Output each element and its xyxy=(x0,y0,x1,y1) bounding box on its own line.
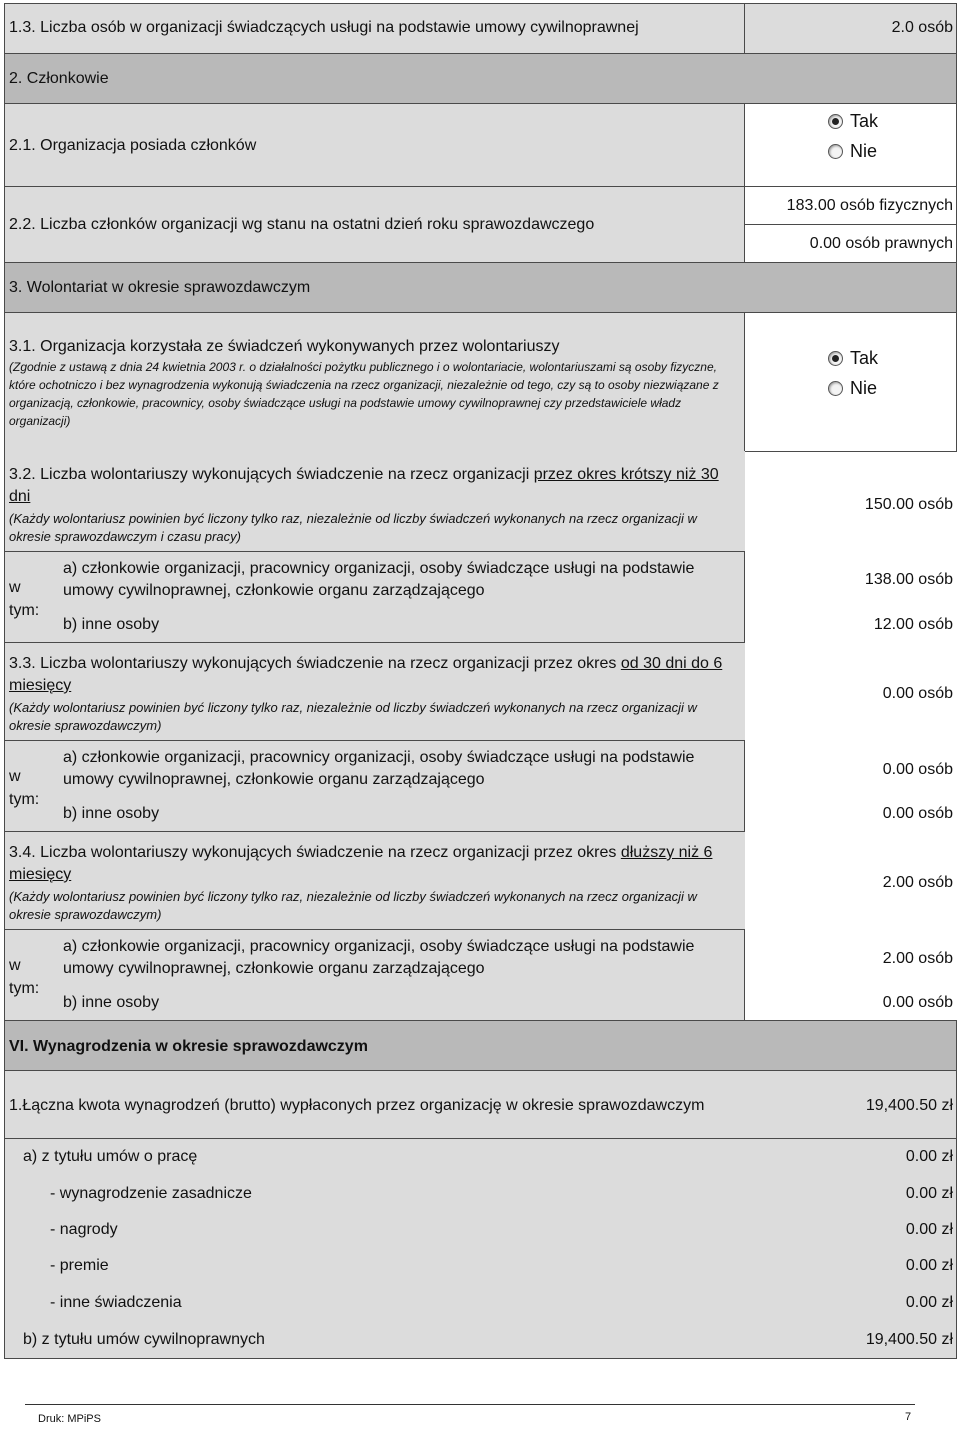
row-3-3-text xyxy=(9,653,741,735)
radio-checked-icon xyxy=(828,114,843,129)
pay-b-label: b) z tytułu umów cywilnoprawnych xyxy=(23,1331,265,1348)
row-3-2-a-label: a) członkowie organizacji, pracownicy organizacji, osoby świadczące usługi na podstawie umowy cywilnoprawnej, członkowie organu zarządzającego xyxy=(63,560,695,599)
row-3-4-value: 2.00 osób xyxy=(882,874,953,891)
footer-divider xyxy=(25,1404,915,1405)
row-1-3-value: 2.0 osób xyxy=(891,19,953,36)
row-6-1-label: 1.Łączna kwota wynagrodzeń (brutto) wypłaconych przez organizację w okresie sprawozdawczym xyxy=(9,1097,705,1114)
radio-members-yes-label: Tak xyxy=(850,111,879,131)
pay-base-label: - wynagrodzenie zasadnicze xyxy=(50,1185,252,1202)
pay-a-value: 0.00 zł xyxy=(905,1148,953,1165)
radio-members-no-label: Nie xyxy=(850,141,878,161)
row-6-1-value: 19,400.50 zł xyxy=(865,1097,953,1114)
footer-print-label: Druk: MPiPS xyxy=(38,1413,101,1425)
row-2-1-label: 2.1. Organizacja posiada członków xyxy=(9,137,257,154)
row-3-2-b-value: 12.00 osób xyxy=(873,616,953,633)
pay-awards-label: - nagrody xyxy=(50,1221,118,1238)
radio-group-volunteers xyxy=(828,343,878,403)
row-3-2-label-pre: 3.2. Liczba wolontariuszy wykonujących świadczenie na rzecz organizacji xyxy=(9,466,530,483)
row-3-4-note: (Każdy wolontariusz powinien być liczony tylko raz, niezależnie od liczby świadczeń wykonanych na rzecz organizacji w okresie sprawozdawczym) xyxy=(9,889,697,922)
row-3-4-wtym: w tym: xyxy=(9,957,40,997)
pay-other-label: - inne świadczenia xyxy=(50,1294,182,1311)
row-3-3-note: (Każdy wolontariusz powinien być liczony tylko raz, niezależnie od liczby świadczeń wykonanych na rzecz organizacji w okresie sprawozdawczym) xyxy=(9,700,697,733)
row-3-2-a-value: 138.00 osób xyxy=(864,571,953,588)
row-3-4-b-label: b) inne osoby xyxy=(63,994,160,1011)
pay-bonus-value: 0.00 zł xyxy=(905,1257,953,1274)
radio-members-no[interactable] xyxy=(828,136,878,166)
radio-members-yes[interactable] xyxy=(828,106,878,136)
row-3-3-label xyxy=(9,653,741,697)
pay-base-value: 0.00 zł xyxy=(905,1185,953,1202)
pay-breakdown xyxy=(4,1138,957,1359)
radio-volunteers-no[interactable] xyxy=(828,373,878,403)
row-3-3-b-label: b) inne osoby xyxy=(63,805,160,822)
row-3-4-text xyxy=(9,842,741,924)
row-3-4-label xyxy=(9,842,741,886)
radio-unchecked-icon xyxy=(828,381,843,396)
radio-unchecked-icon xyxy=(828,144,843,159)
row-3-4-a-value: 2.00 osób xyxy=(882,950,953,967)
row-1-3-label: 1.3. Liczba osób w organizacji świadczących usługi na podstawie umowy cywilnoprawnej xyxy=(9,19,639,36)
row-3-3-value: 0.00 osób xyxy=(882,685,953,702)
row-3-3-a-value: 0.00 osób xyxy=(882,761,953,778)
row-3-3-a-label: a) członkowie organizacji, pracownicy organizacji, osoby świadczące usługi na podstawie umowy cywilnoprawnej, członkowie organu zarządzającego xyxy=(63,749,695,788)
pay-b-value: 19,400.50 zł xyxy=(865,1331,953,1348)
section-2-title: 2. Członkowie xyxy=(9,70,109,87)
pay-other-value: 0.00 zł xyxy=(905,1294,953,1311)
row-3-1-label: 3.1. Organizacja korzystała ze świadczeń wykonywanych przez wolontariuszy xyxy=(9,338,560,355)
section-3-title: 3. Wolontariat w okresie sprawozdawczym xyxy=(9,279,311,296)
row-3-1-text xyxy=(9,336,741,430)
row-3-1-note-b: o działalności pożytku publicznego i o wolontariacie, wolontariuszami są osoby fizyczne, które ochotniczo i bez wynagrodzenia wykonują świadczenia na rzecz organizacji, niezależnie od tego, czy są to osoby niezwiązane z organizacją, członkowie, pracownicy, osoby świadczące usługi na podstawie umowy cywilnoprawnej czy przedstawiciele władz organizacji) xyxy=(9,360,719,428)
footer-page-number: 7 xyxy=(905,1411,912,1423)
section-2-header xyxy=(4,53,957,104)
row-3-2-label-underlined: przez okres krótszy niż 30 dni xyxy=(9,466,719,505)
row-2-2-value2: 0.00 osób prawnych xyxy=(809,235,953,252)
radio-volunteers-yes-label: Tak xyxy=(850,348,879,368)
row-3-4-b-value: 0.00 osób xyxy=(882,994,953,1011)
row-3-2-label xyxy=(9,464,741,508)
row-3-1-note xyxy=(9,358,741,430)
row-3-2-value: 150.00 osób xyxy=(864,496,953,513)
row-3-3-label-pre: 3.3. Liczba wolontariuszy wykonujących świadczenie na rzecz organizacji przez okres xyxy=(9,655,617,672)
row-2-2-value1: 183.00 osób fizycznych xyxy=(786,197,953,214)
row-3-4-label-underlined: dłuższy niż 6 miesięcy xyxy=(9,844,713,883)
row-3-1-note-a: (Zgodnie z ustawą z dnia 24 kwietnia 2003 r. xyxy=(9,360,247,374)
radio-volunteers-no-label: Nie xyxy=(850,378,878,398)
row-3-4-label-pre: 3.4. Liczba wolontariuszy wykonujących świadczenie na rzecz organizacji przez okres xyxy=(9,844,617,861)
radio-checked-icon xyxy=(828,351,843,366)
row-3-4-a-label: a) członkowie organizacji, pracownicy organizacji, osoby świadczące usługi na podstawie umowy cywilnoprawnej, członkowie organu zarządzającego xyxy=(63,938,695,977)
radio-group-members xyxy=(828,106,878,166)
row-3-2-text xyxy=(9,464,741,546)
row-3-3-wtym: w tym: xyxy=(9,768,40,808)
pay-awards-value: 0.00 zł xyxy=(905,1221,953,1238)
row-2-2-label: 2.2. Liczba członków organizacji wg stanu na ostatni dzień roku sprawozdawczego xyxy=(9,216,595,233)
row-3-3-b-value: 0.00 osób xyxy=(882,805,953,822)
pay-a-label: a) z tytułu umów o pracę xyxy=(23,1148,198,1165)
section-6-title: VI. Wynagrodzenia w okresie sprawozdawczym xyxy=(9,1038,368,1055)
row-3-2-note: (Każdy wolontariusz powinien być liczony tylko raz, niezależnie od liczby świadczeń wykonanych na rzecz organizacji w okresie sprawozdawczym i czasu pracy) xyxy=(9,511,697,544)
row-3-3-label-underlined: od 30 dni do 6 miesięcy xyxy=(9,655,723,694)
row-3-2-b-label: b) inne osoby xyxy=(63,616,160,633)
radio-volunteers-yes[interactable] xyxy=(828,343,878,373)
row-3-2-wtym: w tym: xyxy=(9,579,40,619)
pay-bonus-label: - premie xyxy=(50,1257,109,1274)
